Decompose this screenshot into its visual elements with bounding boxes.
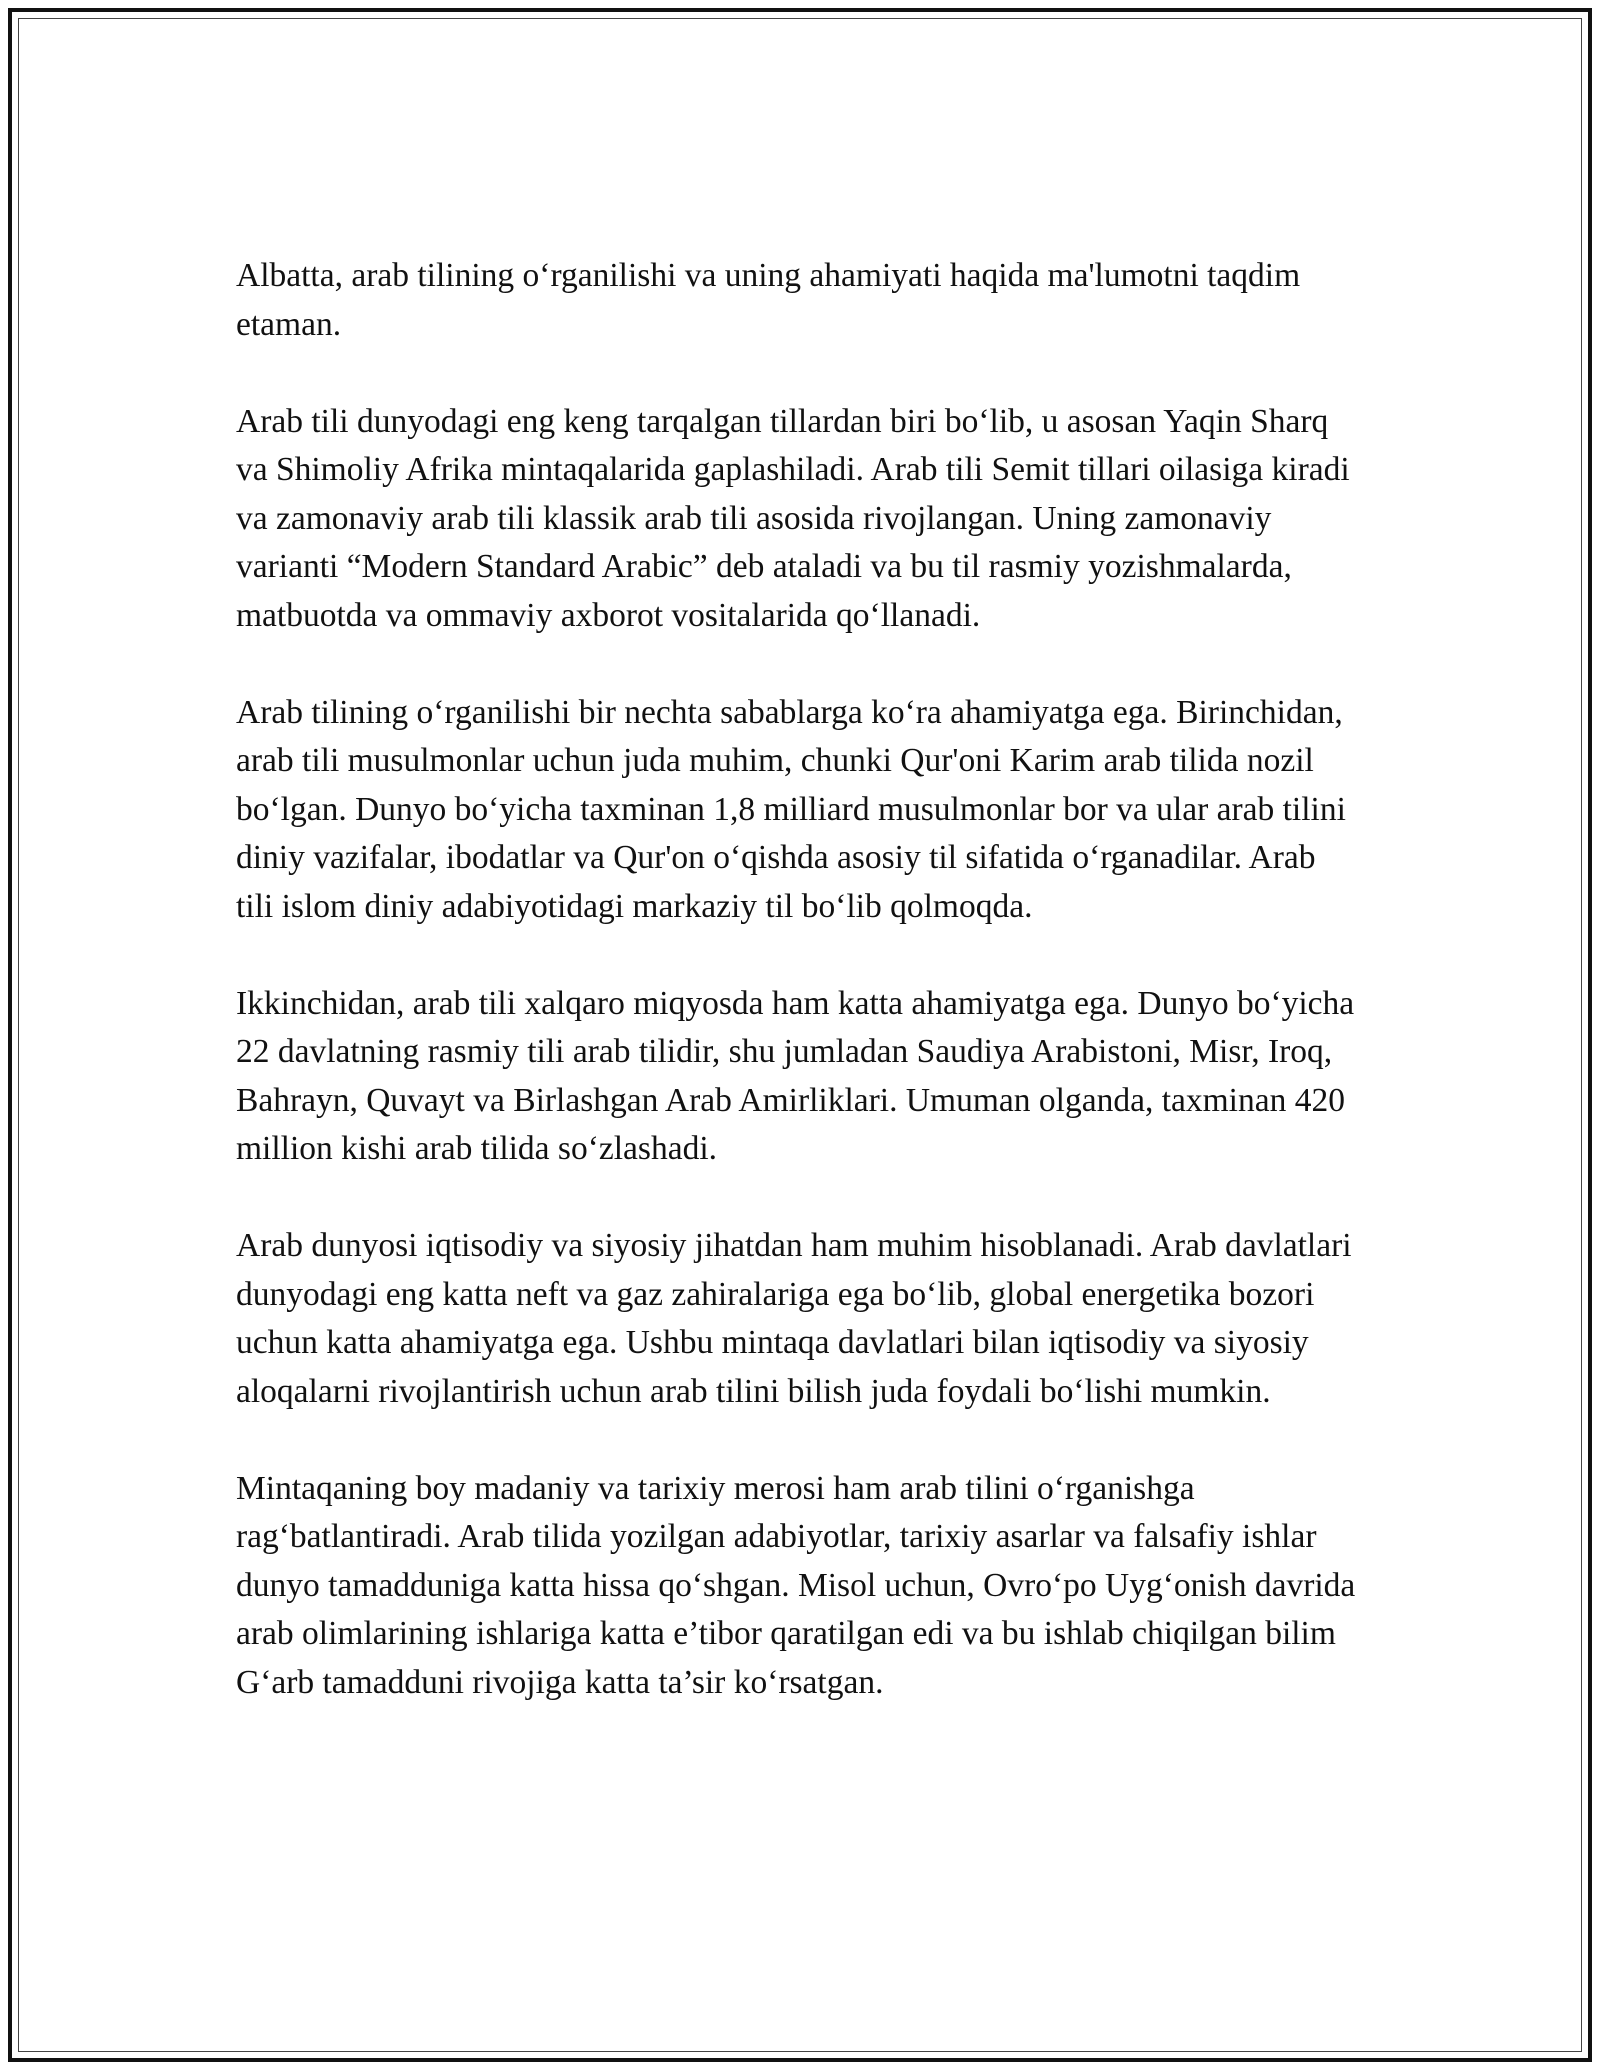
paragraph-religious-importance: Arab tilining o‘rganilishi bir nechta sabablarga ko‘ra ahamiyatga ega. Birinchidan, arab tili musulmonlar uchun juda muhim, chunki Qur'oni Karim arab tilida nozil bo‘lgan. Dunyo bo‘yicha taxminan 1,8 milliard musulmonlar bor va ular arab tilini diniy vazifalar, ibodatlar va Qur'on o‘qishda asosiy til sifatida o‘rganadilar. Arab tili islom diniy adabiyotidagi markaziy til bo‘lib qolmoqda.	[236, 693, 1346, 925]
paragraph-economic-importance: Arab dunyosi iqtisodiy va siyosiy jihatdan ham muhim hisoblanadi. Arab davlatlari dunyodagi eng katta neft va gaz zahiralariga ega bo‘lib, global energetika bozori uchun katta ahamiyatga ega. Ushbu mintaqa davlatlari bilan iqtisodiy va siyosiy aloqalarni rivojlantirish uchun arab tilini bilish juda foydali bo‘lishi mumkin.	[236, 1227, 1352, 1410]
paragraph-international-importance: Ikkinchidan, arab tili xalqaro miqyosda ham katta ahamiyatga ega. Dunyo bo‘yicha 22 davlatning rasmiy tili arab tilidir, shu jumladan Saudiya Arabistoni, Misr, Iroq, Bahrayn, Quvayt va Birlashgan Arab Amirliklari. Umuman olganda, taxminan 420 million kishi arab tilida so‘zlashadi.	[236, 984, 1355, 1167]
paragraph-cultural-heritage: Mintaqaning boy madaniy va tarixiy merosi ham arab tilini o‘rganishga rag‘batlantiradi. Arab tilida yozilgan adabiyotlar, tarixiy asarlar va falsafiy ishlar dunyo tamadduniga katta hissa qo‘shgan. Misol uchun, Ovro‘po Uyg‘onish davrida arab olimlarining ishlariga katta e’tibor qaratilgan edi va bu ishlab chiqilgan bilim G‘arb tamadduni rivojiga katta ta’sir ko‘rsatgan.	[236, 1469, 1356, 1701]
document-body	[236, 252, 1356, 1707]
paragraph-overview: Arab tili dunyodagi eng keng tarqalgan tillardan biri bo‘lib, u asosan Yaqin Sharq va Shimoliy Afrika mintaqalarida gaplashiladi. Arab tili Semit tillari oilasiga kiradi va zamonaviy arab tili klassik arab tili asosida rivojlangan. Uning zamonaviy varianti “Modern Standard Arabic” deb ataladi va bu til rasmiy yozishmalarda, matbuotda va ommaviy axborot vositalarida qo‘llanadi.	[236, 402, 1350, 634]
paragraph-intro: Albatta, arab tilining o‘rganilishi va uning ahamiyati haqida ma'lumotni taqdim etaman.	[236, 257, 1301, 343]
